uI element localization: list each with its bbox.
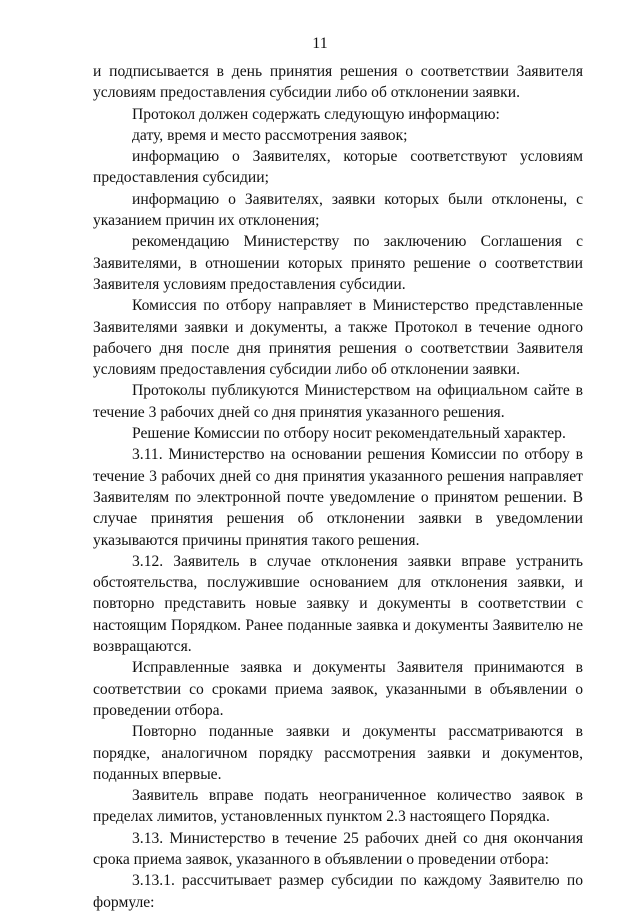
list-item: информацию о Заявителях, заявки которых были отклонены, с указанием причин их отклонения;: [93, 190, 583, 230]
list-item: информацию о Заявителях, которые соответствуют условиям предоставления субсидии;: [93, 148, 583, 187]
paragraph: Комиссия по отбору направляет в Министерство представленные Заявителями заявки и документы, а также Протокол в течение одного рабочего дня после дня принятия решения о соответствии Заявителя условиям предоставления субсидии либо об отклонении заявки.: [93, 297, 583, 379]
paragraph: Повторно поданные заявки и документы рассматриваются в порядке, аналогичном порядку рассмотрения заявки и документов, поданных впервые.: [93, 723, 583, 783]
paragraph: Исправленные заявка и документы Заявителя принимаются в соответствии со сроками приема заявок, указанными в объявлении о проведении отбора.: [93, 659, 583, 719]
paragraph: Заявитель вправе подать неограниченное количество заявок в пределах лимитов, установленных пунктом 2.3 настоящего Порядка.: [93, 787, 583, 826]
paragraph-continuation: и подписывается в день принятия решения о соответствии Заявителя условиям предоставления субсидии либо об отклонении заявки.: [93, 63, 583, 102]
section-3-12: 3.12. Заявитель в случае отклонения заявки вправе устранить обстоятельства, послужившие основанием для отклонения заявки, и повторно представить новые заявку и документы в соответствии с настоящим Порядком. Ранее поданные заявка и документы Заявителю не возвращаются.: [93, 552, 583, 656]
paragraph: Решение Комиссии по отбору носит рекомендательный характер.: [132, 425, 566, 443]
document-body: [93, 61, 583, 913]
section-3-13: 3.13. Министерство в течение 25 рабочих дней со дня окончания срока приема заявок, указанного в объявлении о проведении отбора:: [93, 829, 583, 868]
list-item: дату, время и место рассмотрения заявок;: [132, 126, 408, 144]
list-item: рекомендацию Министерству по заключению Соглашения с Заявителями, в отношении которых принято решение о соответствии Заявителя условиям предоставления субсидии.: [93, 233, 583, 293]
section-3-13-1: 3.13.1. рассчитывает размер субсидии по каждому Заявителю по формуле:: [93, 872, 583, 911]
section-3-11: 3.11. Министерство на основании решения Комиссии по отбору в течение 3 рабочих дней со дня принятия указанного решения направляет Заявителям по электронной почте уведомление о принятом решении. В случае принятия решения об отклонении заявки в уведомлении указываются причины принятия такого решения.: [93, 446, 583, 549]
paragraph: Протокол должен содержать следующую информацию:: [132, 105, 500, 123]
page-number: 11: [312, 35, 328, 52]
paragraph: Протоколы публикуются Министерством на официальном сайте в течение 3 рабочих дней со дня принятия указанного решения.: [93, 382, 583, 421]
